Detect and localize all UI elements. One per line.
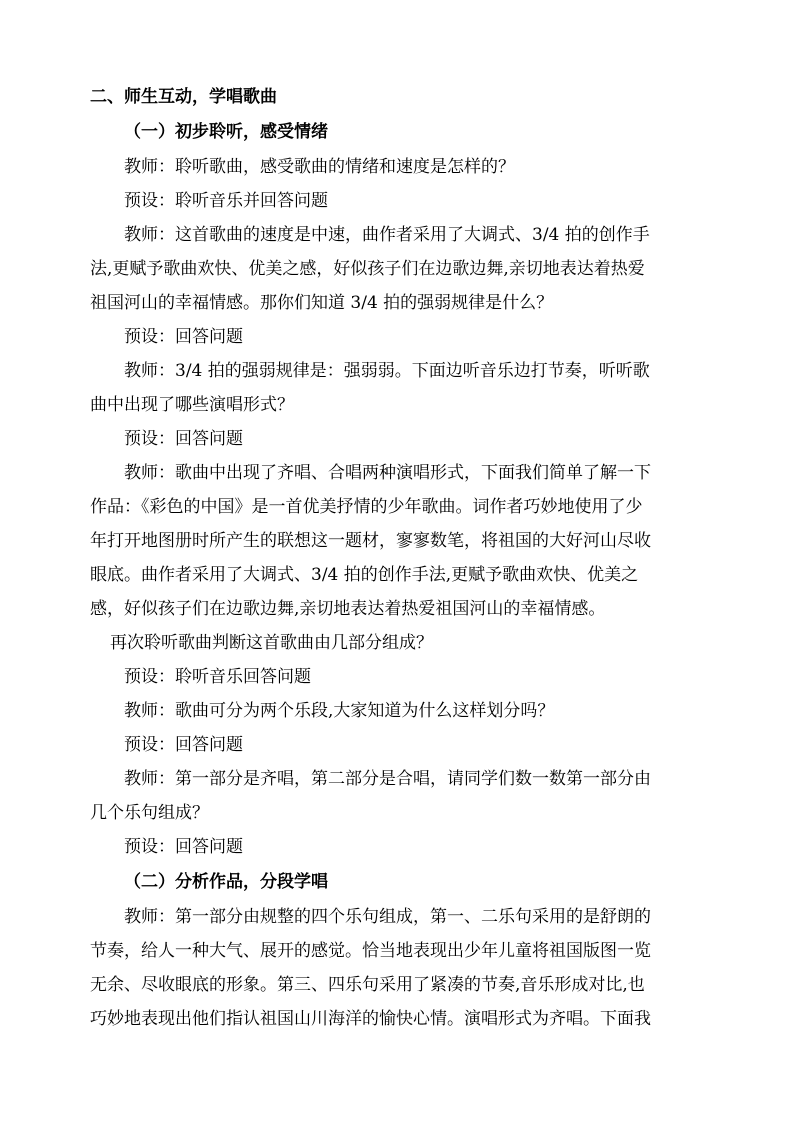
paragraph-line: 无余、尽收眼底的形象。第三、四乐句采用了紧凑的节奏,音乐形成对比,也 (90, 975, 645, 995)
paragraph-line: 教师：第一部分由规整的四个乐句组成，第一、二乐句采用的是舒朗的 (124, 907, 651, 927)
paragraph-line: 教师：第一部分是齐唱，第二部分是合唱，请同学们数一数第一部分由 (124, 769, 651, 789)
paragraph-line: 节奏，给人一种大气、展开的感觉。恰当地表现出少年儿童将祖国版图一览 (90, 941, 651, 961)
paragraph-line: 预设：聆听音乐回答问题 (124, 667, 311, 687)
paragraph-line: 教师：歌曲可分为两个乐段,大家知道为什么这样划分吗？ (124, 701, 555, 721)
paragraph-line: 预设：聆听音乐并回答问题 (124, 191, 328, 211)
paragraph-line: 年打开地图册时所产生的联想这一题材，寥寥数笔，将祖国的大好河山尽收 (90, 531, 651, 551)
paragraph-line: 教师：聆听歌曲，感受歌曲的情绪和速度是怎样的？ (124, 157, 515, 177)
paragraph-line: 几个乐句组成？ (90, 803, 209, 823)
paragraph-line: 预设：回答问题 (124, 429, 243, 449)
section-title-2: （二）分析作品，分段学唱 (124, 872, 328, 892)
paragraph-line: 预设：回答问题 (124, 837, 243, 857)
paragraph-line: 祖国河山的幸福情感。那你们知道 3/4 拍的强弱规律是什么？ (90, 293, 554, 313)
paragraph-line: 教师：歌曲中出现了齐唱、合唱两种演唱形式，下面我们简单了解一下 (124, 463, 651, 483)
paragraph-line: 曲中出现了哪些演唱形式？ (90, 395, 294, 415)
paragraph-line: 预设：回答问题 (124, 735, 243, 755)
paragraph-line: 法,更赋予歌曲欢快、优美之感，好似孩子们在边歌边舞,亲切地表达着热爱 (90, 259, 645, 279)
paragraph-line: 巧妙地表现出他们指认祖国山川海洋的愉快心情。演唱形式为齐唱。下面我 (90, 1009, 651, 1029)
section-title-1: （一）初步聆听，感受情绪 (124, 122, 328, 142)
main-heading: 二、师生互动，学唱歌曲 (90, 87, 277, 107)
paragraph-line: 眼底。曲作者采用了大调式、3/4 拍的创作手法,更赋予歌曲欢快、优美之 (90, 565, 639, 585)
paragraph-line: 作品：《彩色的中国》是一首优美抒情的少年歌曲。词作者巧妙地使用了少 (90, 497, 643, 517)
paragraph-line: 预设：回答问题 (124, 327, 243, 347)
paragraph-line: 感，好似孩子们在边歌边舞,亲切地表达着热爱祖国河山的幸福情感。 (90, 599, 606, 619)
paragraph-line: 教师：3/4 拍的强弱规律是：强弱弱。下面边听音乐边打节奏，听听歌 (124, 361, 650, 381)
paragraph-line: 再次聆听歌曲判断这首歌曲由几部分组成？ (110, 633, 433, 653)
paragraph-line: 教师：这首歌曲的速度是中速，曲作者采用了大调式、3/4 拍的创作手 (124, 225, 650, 245)
